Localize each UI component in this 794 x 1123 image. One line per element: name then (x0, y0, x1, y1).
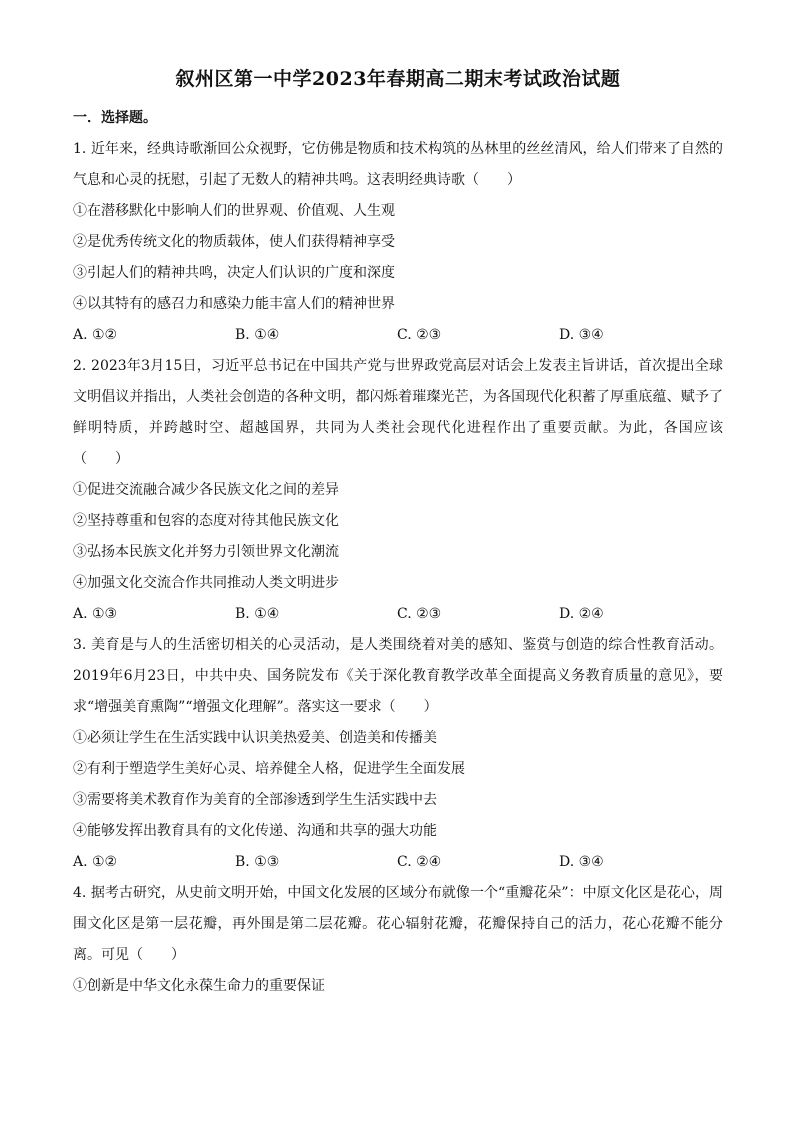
statement-option: ④加强文化交流合作共同推动人类文明进步 (73, 575, 339, 591)
section-heading: 一．选择题。 (73, 110, 157, 126)
statement-option: ①促进交流融合减少各民族文化之间的差异 (73, 482, 339, 498)
choice-c: C. ②③ (397, 327, 442, 343)
question-3 (73, 630, 723, 878)
choice-c: C. ②④ (397, 854, 442, 870)
choice-d: D. ②④ (559, 606, 604, 622)
question-stem: 3. 美育是与人的生活密切相关的心灵活动，是人类围绕着对美的感知、鉴赏与创造的综合性教育活动。2019年6月23日，中共中央、国务院发布《关于深化教育教学改革全面提高义务教育质量的意见》，要求“增强美育熏陶”“增强文化理解”。落实这一要求（ ） (73, 637, 723, 715)
choice-b: B. ①③ (235, 854, 280, 870)
question-stem: 4. 据考古研究，从史前文明开始，中国文化发展的区域分布就像一个“重瓣花朵”：中原文化区是花心，周围文化区是第一层花瓣，再外围是第二层花瓣。花心辐射花瓣，花瓣保持自己的活力，花心花瓣不能分离。可见（ ） (73, 885, 723, 963)
statement-option: ④以其特有的感召力和感染力能丰富人们的精神世界 (73, 296, 395, 312)
answer-choices (73, 599, 723, 630)
statement-option: ①必须让学生在生活实践中认识美热爱美、创造美和传播美 (73, 730, 437, 746)
statement-option: ②坚持尊重和包容的态度对待其他民族文化 (73, 513, 339, 529)
exam-page (73, 64, 723, 1002)
statement-option: ③弘扬本民族文化并努力引领世界文化潮流 (73, 544, 339, 560)
choice-a: A. ①② (73, 854, 118, 870)
choice-a: A. ①③ (73, 606, 118, 622)
question-1 (73, 134, 723, 351)
choice-b: B. ①④ (235, 327, 280, 343)
statement-option: ④能够发挥出教育具有的文化传递、沟通和共享的强大功能 (73, 823, 437, 839)
statement-option: ③需要将美术教育作为美育的全部渗透到学生生活实践中去 (73, 792, 437, 808)
question-4 (73, 878, 723, 1002)
question-stem: 2. 2023年3月15日，习近平总书记在中国共产党与世界政党高层对话会上发表主旨讲话，首次提出全球文明倡议并指出，人类社会创造的各种文明，都闪烁着璀璨光芒，为各国现代化积蓄了厚重底蕴、赋予了鲜明特质，并跨越时空、超越国界，共同为人类社会现代化进程作出了重要贡献。为此，各国应该（ ） (73, 358, 723, 467)
statement-option: ②是优秀传统文化的物质载体，使人们获得精神享受 (73, 234, 395, 250)
choice-d: D. ③④ (559, 327, 604, 343)
statement-option: ①在潜移默化中影响人们的世界观、价值观、人生观 (73, 203, 395, 219)
statement-option: ③引起人们的精神共鸣，决定人们认识的广度和深度 (73, 265, 395, 281)
statement-option: ②有利于塑造学生美好心灵、培养健全人格，促进学生全面发展 (73, 761, 465, 777)
answer-choices (73, 320, 723, 351)
choice-d: D. ③④ (559, 854, 604, 870)
choice-a: A. ①② (73, 327, 118, 343)
statement-option: ①创新是中华文化永葆生命力的重要保证 (73, 978, 325, 994)
choice-c: C. ②③ (397, 606, 442, 622)
question-stem: 1. 近年来，经典诗歌渐回公众视野，它仿佛是物质和技术构筑的丛林里的丝丝清风，给人们带来了自然的气息和心灵的抚慰，引起了无数人的精神共鸣。这表明经典诗歌（ ） (73, 141, 723, 188)
exam-title: 叙州区第一中学2023年春期高二期末考试政治试题 (175, 68, 621, 90)
question-2 (73, 351, 723, 630)
choice-b: B. ①④ (235, 606, 280, 622)
answer-choices (73, 847, 723, 878)
